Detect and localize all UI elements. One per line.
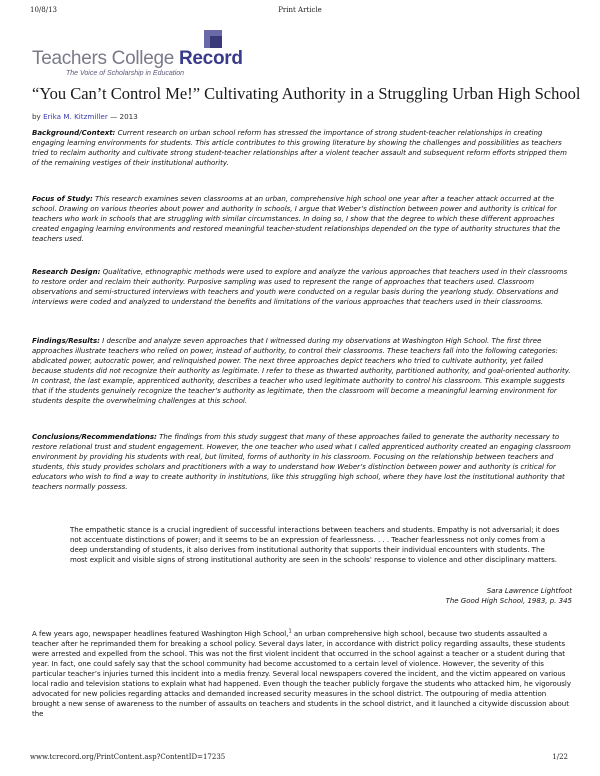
print-header-title: Print Article: [278, 6, 322, 14]
footnote-marker[interactable]: 1: [288, 628, 292, 635]
page-number: 1/22: [552, 753, 568, 761]
abstract-findings: Findings/Results: I describe and analyze seven approaches that I witnessed during my observations at Washington High School. The first three approaches illustrate teachers who relied on power, instead of authority, to control their classrooms. These teachers fall into the following categories: abdicated power, autocratic power, and relinquished power. The next three approaches depict teachers who tried to cultivate authority, yet failed because students did not recognize their authority as legitimate. I refer to these as thwarted authority, partitioned authority, and goal-oriented authority. In contrast, the last example, apprenticed authority, describes a teacher who used legitimate authority to control his classroom. This example suggests that if the students genuinely recognize the teacher’s authority as legitimate, then the classroom will become a meaningful learning environment for students despite the overwhelming challenges at this school.: [32, 337, 571, 405]
logo-wordmark: Teachers College Record: [32, 48, 243, 69]
epigraph-author: Sara Lawrence Lightfoot: [486, 587, 572, 595]
abstract-background: Background/Context: Current research on urban school reform has stressed the importance of strong student-teacher relationships in creating engaging learning environments for students. This article contributes to this growing literature by showing the challenges and possibilities as teachers tried to reclaim authority and cultivate strong student-teacher relationships after a violent teacher assault and subsequent reform efforts stripped them of the remaining vestiges of their institutional authority.: [32, 129, 567, 167]
abstract-design: Research Design: Qualitative, ethnographic methods were used to explore and analyze the various approaches that teachers used in their classrooms to restore order and reclaim their authority. Purposive sampling was used to represent the range of approaches that teachers used. Classroom observations and semi-structured interviews with teachers and youth were conducted on a regular basis during the yearlong study. Observations and interviews were coded and analyzed to understand the benefits and limitations of the various approaches that teachers used in their classrooms.: [32, 268, 568, 306]
article-title: “You Can’t Control Me!” Cultivating Authority in a Struggling Urban High School: [32, 84, 581, 103]
logo-tagline: The Voice of Scholarship in Education: [66, 70, 185, 77]
epigraph-quote: The empathetic stance is a crucial ingredient of successful interactions between teachers and students. Empathy is not adversarial; it does not accentuate distinctions of power; and it seems to be an expression of fearlessness. . . . Teacher fearlessness not only comes from a deep understanding of students, it also derives from institutional authority that supports their individual encounters with students. The most explicit and visible signs of strong institutional authority are seen in the schools’ response to violence and other disciplinary matters.: [70, 526, 560, 564]
print-date: 10/8/13: [30, 6, 57, 14]
epigraph-source: The Good High School, 1983, p. 345: [445, 597, 572, 605]
logo-square-mark: [204, 30, 222, 48]
tcr-logo[interactable]: [32, 30, 243, 80]
abstract-focus: Focus of Study: This research examines seven classrooms at an urban, comprehensive high school one year after a teacher attack occurred at the school. Drawing on various theories about power and authority in schools, I argue that Weber’s distinction between power and authority is critical for teachers who work in schools that are struggling with similar circumstances. In doing so, I show that the degree to which these different approaches created engaging learning environments and restored meaningful teacher-student relationships depended on the type of authority structures that the teachers used.: [32, 195, 561, 243]
body-paragraph: A few years ago, newspaper headlines featured Washington High School,$^1$ an urban comprehensive high school, because two students assaulted a teacher after he reprimanded them for breaking a school policy. Several days later, in accordance with district policy regarding assaults, these students were arrested and expelled from the school. This was not the first violent incident that occurred in the school against a teacher or a student during that year. In fact, one could safely say that the school community had become accustomed to a certain level of violence. However, the severity of this particular teacher’s injuries turned this incident into a media frenzy. Several local newspapers covered the incident, and the victim appeared on various local radio and television stations to explain what had happened. Even though the teacher publicly forgave the students who attacked him, he vigorously advocated for new policies regarding attacks and demanded increased security measures in the school district. The outpouring of media attention brought a new sense of awareness to the number of assaults on teachers and students in the school district, and it launched a citywide discussion about the: [32, 628, 572, 718]
author-link[interactable]: Erika M. Kitzmiller: [43, 112, 108, 121]
byline: by Erika M. Kitzmiller — 2013: [32, 112, 138, 121]
abstract-conclusions: Conclusions/Recommendations: The findings from this study suggest that many of these approaches failed to generate the authority necessary to restore relational trust and student engagement. However, the one teacher who used what I called apprenticed authority created an engaging classroom environment by providing his students with real, but limited, forms of authority in his classroom. Focusing on the relationship between teachers and students, this study provides scholars and practitioners with a way to understand how Weber’s distinction between power and authority is critical for educators who wish to find a way to create authority in institutions, like this struggling high school, where they have lost the institutional authority that teachers normally possess.: [32, 433, 571, 491]
footer-url: www.tcrecord.org/PrintContent.asp?ContentID=17235: [30, 753, 226, 761]
